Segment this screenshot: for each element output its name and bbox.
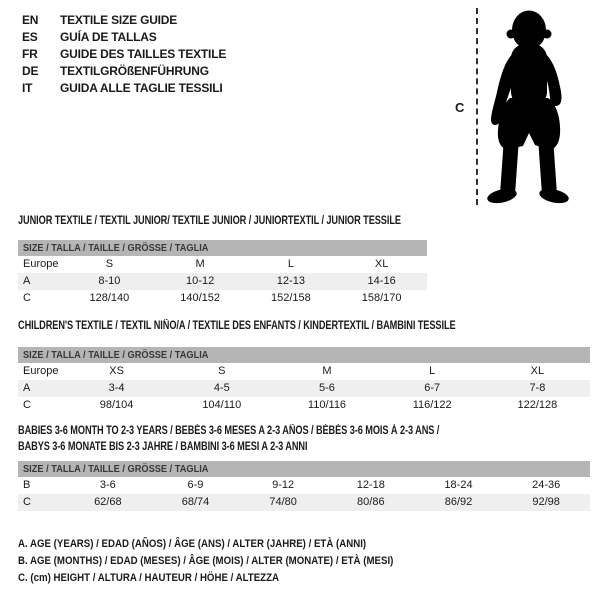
size-cell: L: [287, 258, 294, 270]
lang-row-it: [22, 80, 226, 97]
lang-code: ES: [22, 30, 38, 44]
size-cell: S: [105, 258, 114, 270]
lang-code: EN: [22, 13, 39, 27]
lang-label: GUIDA ALLE TAGLIE TESSILI: [60, 81, 223, 95]
footnote-age-years: A. AGE (YEARS) / EDAD (AÑOS) / ÂGE (ANS) / ALTER (JAHRE) / ETÀ (ANNI): [18, 538, 367, 550]
babies-title-line2: BABYS 3-6 MONATE BIS 2-3 JAHRE / BAMBINI 3-6 MESI A 2-3 ANNI: [18, 441, 308, 453]
babies-table-title: [18, 423, 545, 455]
size-cell: 6-7: [424, 382, 441, 394]
row-label-cell: Europe: [23, 365, 59, 377]
table-row-height: [18, 290, 427, 307]
size-cell: 122/128: [517, 399, 558, 411]
size-cell: 12-18: [356, 479, 385, 491]
lang-label: GUIDE DES TAILLES TEXTILE: [60, 47, 227, 61]
size-cell: 128/140: [89, 292, 130, 304]
footnotes: [18, 536, 445, 587]
size-header-label: SIZE / TALLA / TAILLE / GRÖSSE / TAGLIA: [23, 463, 209, 475]
size-cell: 68/74: [181, 496, 210, 508]
size-cell: 14-16: [367, 275, 396, 287]
size-cell: 86/92: [444, 496, 473, 508]
table-row-europe: [18, 256, 427, 273]
row-label-cell: C: [23, 292, 31, 304]
size-cell: 7-8: [529, 382, 546, 394]
size-cell: 80/86: [357, 496, 385, 508]
height-measure-label: C: [455, 100, 465, 115]
size-cell: 110/116: [307, 399, 347, 411]
size-cell: 62/68: [94, 496, 122, 508]
baby-silhouette-icon: [482, 6, 574, 208]
size-cell: 10-12: [186, 275, 215, 287]
size-cell: S: [218, 365, 226, 377]
size-cell: 12-13: [276, 275, 305, 287]
lang-row-de: [22, 63, 226, 80]
height-dashed-line: [476, 8, 478, 205]
size-cell: M: [322, 365, 332, 377]
language-list: [22, 12, 226, 97]
size-cell: 6-9: [187, 479, 204, 491]
footnote-height: C. (cm) HEIGHT / ALTURA / HAUTEUR / HÖHE / ALTEZZA: [18, 572, 280, 584]
size-cell: 152/158: [270, 292, 311, 304]
table-row-age-months: [18, 477, 590, 494]
size-cell: 158/170: [361, 292, 402, 304]
table-row-age: [18, 273, 427, 290]
size-cell: 8-10: [98, 275, 121, 287]
babies-size-table: [18, 461, 590, 511]
row-label-cell: C: [23, 496, 31, 508]
lang-row-en: [22, 12, 226, 29]
size-cell: 3-4: [108, 382, 125, 394]
size-cell: XS: [109, 365, 124, 377]
size-cell: 140/152: [180, 292, 220, 304]
junior-size-table: [18, 240, 427, 307]
lang-code: DE: [22, 64, 39, 78]
footnote-age-months: B. AGE (MONTHS) / EDAD (MESES) / ÂGE (MOIS) / ALTER (MONATE) / ETÀ (MESI): [18, 555, 394, 567]
size-cell: 98/104: [99, 399, 134, 411]
table-row-age: [18, 380, 590, 397]
lang-code: IT: [22, 81, 33, 95]
size-header-bar: [18, 461, 590, 477]
size-cell: 104/110: [202, 399, 242, 411]
lang-code: FR: [22, 47, 38, 61]
size-header-bar: [18, 347, 590, 363]
size-cell: 4-5: [213, 382, 230, 394]
size-cell: L: [429, 365, 436, 377]
lang-row-es: [22, 29, 226, 46]
lang-label: TEXTILE SIZE GUIDE: [60, 13, 178, 27]
babies-title-line1: BABIES 3-6 MONTH TO 2-3 YEARS / BEBÉS 3-6 MESES A 2-3 AÑOS / BÉBÉS 3-6 MOIS À 2-3 ANS /: [18, 425, 440, 437]
row-label-cell: A: [23, 382, 31, 394]
size-cell: 24-36: [532, 479, 561, 491]
size-cell: M: [195, 258, 205, 270]
size-cell: 18-24: [444, 479, 473, 491]
size-cell: XL: [530, 365, 545, 377]
size-cell: XL: [374, 258, 389, 270]
size-cell: 3-6: [99, 479, 116, 491]
lang-row-fr: [22, 46, 226, 63]
size-cell: 92/98: [532, 496, 560, 508]
row-label-cell: C: [23, 399, 31, 411]
table-row-europe: [18, 363, 590, 380]
table-row-height: [18, 494, 590, 511]
row-label-cell: Europe: [23, 258, 59, 270]
row-label-cell: A: [23, 275, 31, 287]
size-header-label: SIZE / TALLA / TAILLE / GRÖSSE / TAGLIA: [23, 242, 209, 254]
table-row-height: [18, 397, 590, 414]
size-header-label: SIZE / TALLA / TAILLE / GRÖSSE / TAGLIA: [23, 349, 209, 361]
row-label-cell: B: [23, 479, 31, 491]
lang-label: TEXTILGRÖßENFÜHRUNG: [60, 64, 209, 78]
size-header-bar: [18, 240, 427, 256]
junior-table-title: JUNIOR TEXTILE / TEXTIL JUNIOR/ TEXTILE JUNIOR / JUNIORTEXTIL / JUNIOR TESSILE: [18, 215, 401, 227]
children-size-table: [18, 347, 590, 414]
size-cell: 74/80: [269, 496, 297, 508]
size-cell: 116/122: [412, 399, 452, 411]
size-cell: 5-6: [319, 382, 335, 394]
lang-label: GUÍA DE TALLAS: [60, 30, 157, 44]
size-cell: 9-12: [272, 479, 295, 491]
children-table-title: CHILDREN'S TEXTILE / TEXTIL NIÑO/A / TEXTILE DES ENFANTS / KINDERTEXTIL / BAMBINI TESSILE: [18, 320, 456, 332]
